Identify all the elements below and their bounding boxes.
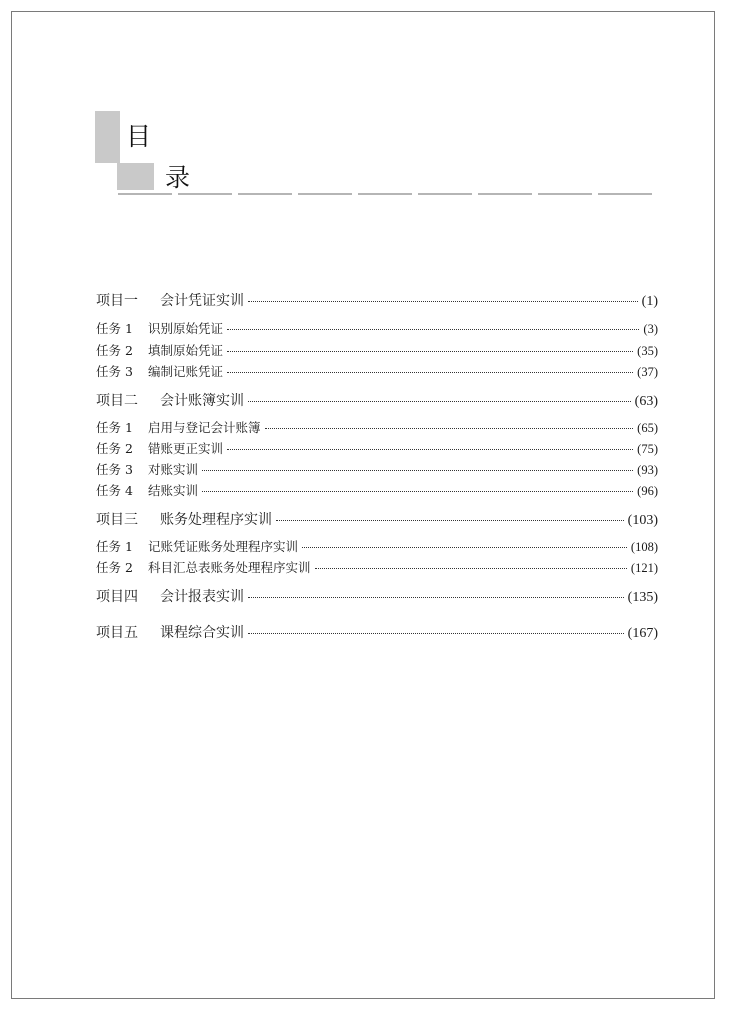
entry-title: 编制记账凭证 bbox=[148, 364, 224, 379]
heading-decoration-block bbox=[117, 163, 154, 190]
entry-title: 填制原始凭证 bbox=[148, 343, 224, 358]
entry-code: 任务 2 bbox=[96, 441, 133, 456]
entry-title: 识别原始凭证 bbox=[148, 321, 224, 336]
entry-title: 记账凭证账务处理程序实训 bbox=[148, 539, 299, 554]
entry-page: (121) bbox=[630, 561, 658, 575]
entry-page: (37) bbox=[637, 365, 658, 379]
entry-page: (93) bbox=[637, 463, 658, 477]
entry-page: (65) bbox=[637, 421, 658, 435]
dot-leader bbox=[227, 329, 639, 330]
entry-code: 任务 1 bbox=[96, 420, 133, 435]
entry-code: 项目二 bbox=[96, 393, 138, 409]
entry-title: 会计账簿实训 bbox=[160, 393, 244, 409]
entry-page: (63) bbox=[634, 394, 658, 409]
toc-entry-project[interactable] bbox=[96, 622, 658, 642]
entry-page: (1) bbox=[641, 294, 658, 309]
entry-title: 对账实训 bbox=[148, 462, 199, 477]
entry-page: (167) bbox=[627, 626, 658, 641]
dot-leader bbox=[227, 351, 633, 352]
entry-title: 会计凭证实训 bbox=[160, 293, 244, 309]
entry-title: 结账实训 bbox=[148, 483, 199, 498]
entry-page: (108) bbox=[630, 540, 658, 554]
toc-entry-task[interactable] bbox=[96, 481, 658, 499]
entry-page: (75) bbox=[637, 442, 658, 456]
entry-page: (135) bbox=[627, 590, 658, 605]
entry-title: 科目汇总表账务处理程序实训 bbox=[148, 560, 311, 575]
entry-code: 任务 1 bbox=[96, 321, 133, 336]
toc-entry-task[interactable] bbox=[96, 362, 658, 380]
toc-heading-char-1: 目 bbox=[126, 122, 152, 151]
toc-entry-task[interactable] bbox=[96, 460, 658, 478]
entry-code: 项目一 bbox=[96, 293, 138, 309]
entry-code: 项目三 bbox=[96, 512, 138, 528]
entry-code: 任务 2 bbox=[96, 560, 133, 575]
dot-leader bbox=[315, 568, 627, 569]
toc-entry-task[interactable] bbox=[96, 537, 658, 555]
dot-leader bbox=[227, 449, 633, 450]
toc-entry-task[interactable] bbox=[96, 418, 658, 436]
dot-leader bbox=[248, 633, 624, 634]
entry-page: (35) bbox=[637, 344, 658, 358]
entry-title: 错账更正实训 bbox=[148, 441, 224, 456]
entry-code: 任务 2 bbox=[96, 343, 133, 358]
entry-title: 账务处理程序实训 bbox=[160, 512, 272, 528]
dot-leader bbox=[302, 547, 627, 548]
toc-entry-task[interactable] bbox=[96, 341, 658, 359]
dot-leader bbox=[248, 401, 631, 402]
entry-title: 会计报表实训 bbox=[160, 589, 244, 605]
toc-entry-task[interactable] bbox=[96, 439, 658, 457]
heading-decoration-block bbox=[95, 111, 120, 163]
dot-leader bbox=[202, 470, 633, 471]
entry-title: 启用与登记会计账簿 bbox=[148, 420, 261, 435]
entry-title: 课程综合实训 bbox=[160, 625, 244, 641]
toc-entry-project[interactable] bbox=[96, 509, 658, 529]
dot-leader bbox=[202, 491, 633, 492]
entry-code: 任务 3 bbox=[96, 364, 133, 379]
entry-page: (96) bbox=[637, 484, 658, 498]
toc-entry-project[interactable] bbox=[96, 586, 658, 606]
dot-leader bbox=[248, 597, 624, 598]
toc-entry-project[interactable] bbox=[96, 290, 658, 310]
entry-code: 项目五 bbox=[96, 625, 138, 641]
entry-code: 任务 3 bbox=[96, 462, 133, 477]
toc-entry-task[interactable] bbox=[96, 558, 658, 576]
toc-heading-char-2: 录 bbox=[165, 163, 191, 192]
heading-rule bbox=[118, 193, 658, 195]
dot-leader bbox=[248, 301, 638, 302]
entry-code: 任务 1 bbox=[96, 539, 133, 554]
dot-leader bbox=[276, 520, 624, 521]
entry-code: 任务 4 bbox=[96, 483, 133, 498]
entry-page: (103) bbox=[627, 513, 658, 528]
toc-entry-task[interactable] bbox=[96, 319, 658, 337]
entry-page: (3) bbox=[643, 322, 658, 336]
entry-code: 项目四 bbox=[96, 589, 138, 605]
dot-leader bbox=[227, 372, 633, 373]
dot-leader bbox=[265, 428, 634, 429]
toc-entry-project[interactable] bbox=[96, 390, 658, 410]
